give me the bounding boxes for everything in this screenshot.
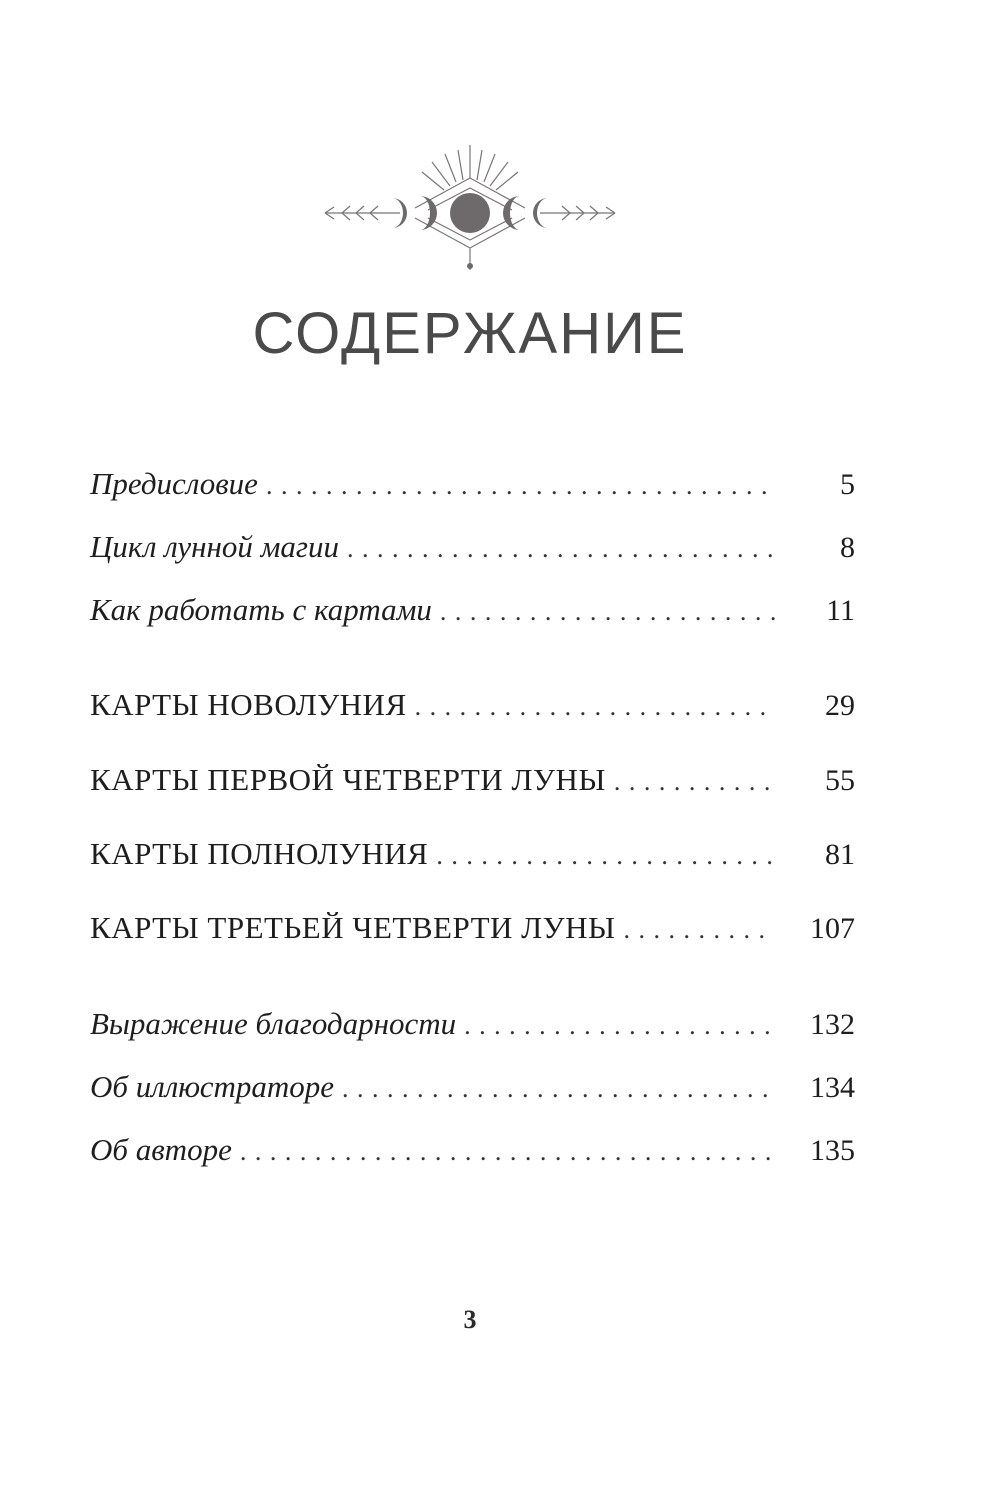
toc-entry-page: 107	[810, 912, 855, 945]
toc-entry-label: Об авторе	[90, 1132, 232, 1167]
toc-leader-dots	[440, 597, 775, 627]
toc-entry[interactable]	[90, 1069, 855, 1113]
toc-entry-label: КАРТЫ ПЕРВОЙ ЧЕТВЕРТИ ЛУНЫ	[90, 762, 606, 797]
toc-entry[interactable]	[90, 529, 855, 573]
toc-entry-page: 134	[810, 1071, 855, 1104]
toc-leader-dots	[436, 841, 775, 871]
page-title: СОДЕРЖАНИЕ	[252, 301, 688, 366]
toc-entry-label: Выражение благодарности	[90, 1006, 457, 1041]
toc-entry-page: 135	[810, 1134, 855, 1167]
toc-entry-label: КАРТЫ ПОЛНОЛУНИЯ	[90, 836, 429, 871]
toc-entry-page: 81	[825, 838, 855, 871]
moon-phases-icon	[320, 140, 620, 280]
toc-leader-dots	[347, 534, 775, 564]
toc-entry-label: КАРТЫ НОВОЛУНИЯ	[90, 687, 407, 722]
toc-entry-page: 132	[810, 1008, 855, 1041]
toc-entry[interactable]	[90, 687, 855, 731]
toc-entry-page: 55	[825, 764, 855, 797]
toc-entry-label: Как работать с картами	[90, 592, 432, 627]
toc-entry[interactable]	[90, 910, 855, 954]
toc-entry[interactable]	[90, 1006, 855, 1050]
toc-entry[interactable]	[90, 592, 855, 636]
toc-leader-dots	[342, 1074, 775, 1104]
toc-leader-dots	[464, 1011, 775, 1041]
toc-entry-label: КАРТЫ ТРЕТЬЕЙ ЧЕТВЕРТИ ЛУНЫ	[90, 910, 616, 945]
toc-entry-label: Предисловие	[90, 466, 258, 501]
toc-entry-page: 5	[840, 468, 855, 501]
toc-leader-dots	[415, 692, 775, 722]
toc-entry[interactable]	[90, 836, 855, 880]
toc-leader-dots	[624, 915, 775, 945]
toc-entry-label: Об иллюстраторе	[90, 1069, 335, 1104]
toc-entry-label: Цикл лунной магии	[90, 529, 340, 564]
toc-entry[interactable]	[90, 466, 855, 510]
toc-entry-page: 29	[825, 689, 855, 722]
page-number: 3	[463, 1305, 477, 1334]
toc-entry[interactable]	[90, 1132, 855, 1176]
toc-leader-dots	[240, 1137, 775, 1167]
toc-entry-page: 8	[840, 531, 855, 564]
toc-leader-dots	[266, 471, 775, 501]
toc-leader-dots	[614, 767, 775, 797]
toc-entry-page: 11	[826, 594, 855, 627]
toc-entry[interactable]	[90, 762, 855, 806]
